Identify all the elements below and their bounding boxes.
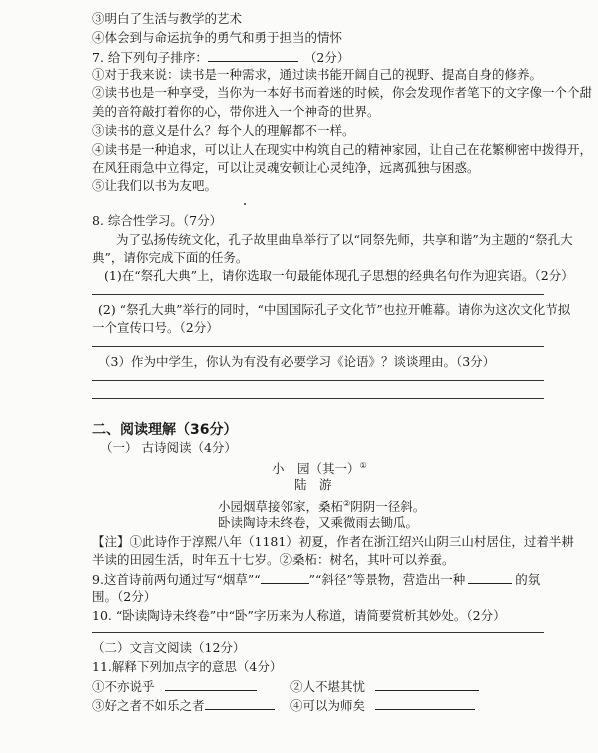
q11-blank-4[interactable] [375,697,475,710]
q9-blank-2[interactable] [468,571,512,584]
q8-part-3-answer-line-1[interactable] [92,380,544,381]
poem-title [272,458,367,477]
q11-word-4: ④可以为师矣 [290,698,366,713]
q11-blank-3[interactable] [205,697,275,710]
q7-sentence-5: ⑤让我们以书为友吧。 [92,178,218,193]
q10-question: 10. “卧读陶诗未终卷”中“卧”字历来为人称道，请简要赏析其妙处。（2分） [92,608,506,623]
q8-part-1-answer-line[interactable] [92,294,544,295]
poem-line-2: 卧读陶诗未终卷，又乘微雨去锄瓜。 [218,515,419,530]
poem-line-1-note-mark: ② [343,499,351,508]
q8-intro-a: 为了弘扬传统文化，孔子故里曲阜举行了以“同祭先师，共享和谐”为主题的“祭孔大 [116,232,573,247]
q6-option-3: ③明白了生活与教学的艺术 [92,11,243,26]
q8-part-3: （3）作为中学生，你认为有没有必要学习《论语》？谈谈理由。（3分） [98,354,496,369]
part2-sub2-heading: （二）文言文阅读（12分） [92,640,246,655]
q6-option-4: ④体会到与命运抗争的勇气和勇于担当的情怀 [92,30,343,45]
poem-line-1 [218,496,425,515]
q11-word-3: ③好之者不如乐之者 [92,698,205,713]
q11-question: 11.解释下列加点字的意思（4分） [92,659,283,674]
q7-score: （2分） [303,50,350,65]
q9-text-3: 的氛 [515,572,541,587]
q7-sentence-2b: 美的音符敲打着你的心，带你进入一个神奇的世界。 [92,104,380,119]
q7-sentence-4a: ④读书是一种追求，可以让人在现实中构筑自己的精神家园，让自己在花繁柳密中拨得开， [92,142,593,157]
poem-note-a: 【注】①此诗作于淳熙八年（1181）初夏，作者在浙江绍兴山阴三山村居住，过着半耕 [92,534,574,549]
poem-note-b: 半读的田园生活，时年五十七岁。②桑柘：树名，其叶可以养蚕。 [92,552,455,567]
q11-blank-2[interactable] [375,678,479,691]
q11-blank-1[interactable] [165,678,257,691]
poem-author: 陆 游 [294,477,332,492]
q11-word-2: ②人不堪其忧 [290,679,366,694]
q8-title: 8. 综合性学习。（7分） [92,213,223,228]
q9-text-2: ”“斜径”等景物，营造出一种 [308,572,466,587]
poem-line-1-end: 阴阴一径斜。 [350,499,426,515]
q9-blank-1[interactable] [261,571,309,584]
poem-line-1-start: 小园烟草接邻家，桑柘 [218,499,344,515]
q8-part-1: (1)在“祭孔大典”上，请你选取一句最能体现孔子思想的经典名句作为迎宾语。（2分） [104,268,574,283]
q9-line-2: 围。（2分） [92,589,157,604]
q10-answer-line[interactable] [92,632,544,633]
q9-line-1 [92,571,540,588]
q7-sentence-3: ③读书的意义是什么？每个人的理解都不一样。 [92,123,355,138]
q8-part-2b: 一个宣传口号。（2分） [92,320,219,335]
q8-part-3-answer-line-2[interactable] [92,398,544,399]
q7-sentence-1: ①对于我来说：读书是一种需求，通过读书能开阔自己的视野、提高自身的修养。 [92,67,543,82]
q11-item-2 [290,678,479,695]
q8-intro-b: 典”，请你完成下面的任务。 [92,250,249,265]
q9-text-1: 9.这首诗前两句通过写“烟草”“ [92,572,261,587]
q7-sentence-4b: 在风狂雨急中立得定，可以让灵魂安顿让心灵纯净，远离孤独与困惑。 [92,160,480,175]
q8-part-2a: (2) “祭孔大典”举行的同时，“中国国际孔子文化节”也拉开帷幕。请你为这次文化节拟 [98,302,571,317]
q7-sentence-2a: ②读书也是一种享受，当你为一本好书而着迷的时候，你会发现作者笔下的文字像一个个甜 [92,85,593,100]
part2-heading: 二、阅读理解（36分） [92,422,238,438]
q11-word-1: ①不亦说乎 [92,679,155,694]
poem-title-text: 小 园（其一） [272,461,360,477]
q8-part-2-answer-line[interactable] [92,346,544,347]
q11-item-4 [290,697,475,714]
poem-title-note-mark: ① [359,461,367,470]
q11-item-1 [92,678,257,695]
q7-answer-blank[interactable] [208,49,298,62]
part2-sub1-heading: （一） 古诗阅读（4分） [100,440,237,455]
q7-prompt: 7. 给下列句子排序： [92,50,208,65]
q7-question [92,49,349,66]
stray-mark [244,203,246,205]
q11-item-3 [92,697,275,714]
